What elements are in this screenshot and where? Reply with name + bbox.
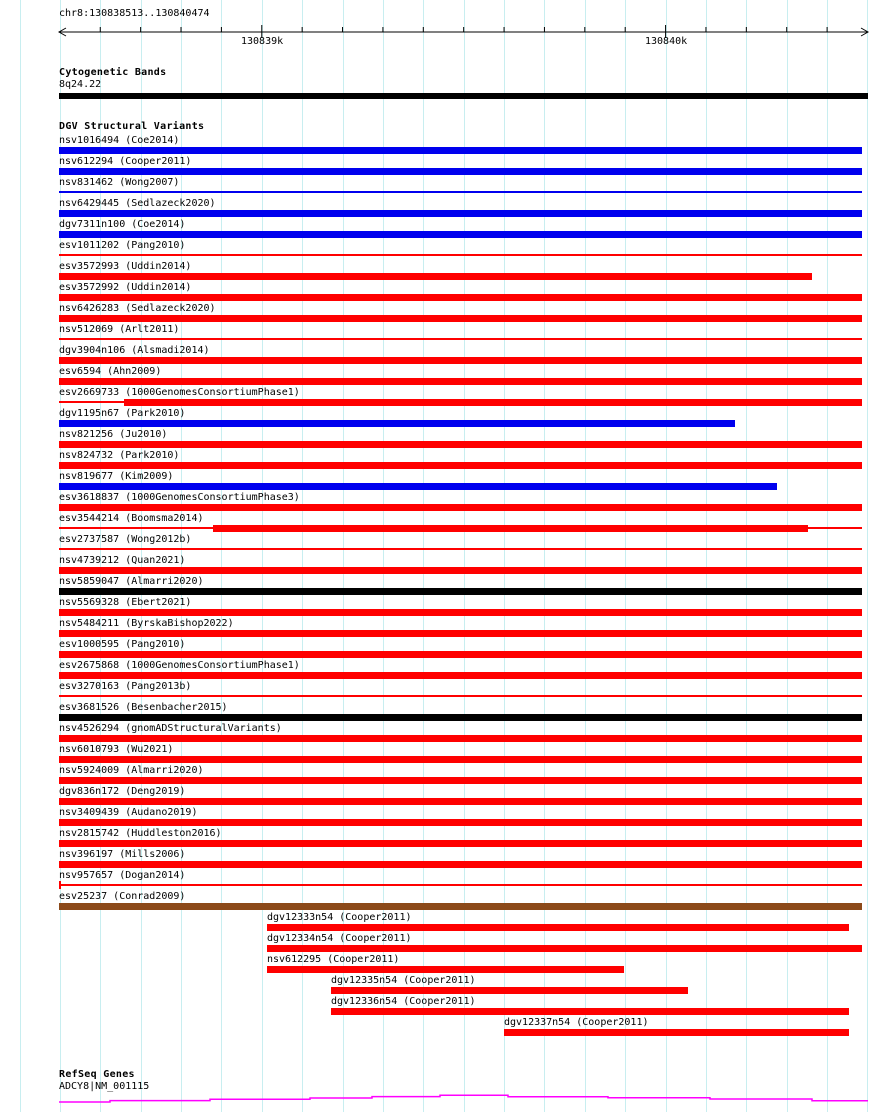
variant-label[interactable]: nsv1016494 (Coe2014) — [59, 135, 180, 146]
variant-label[interactable]: nsv4739212 (Quan2021) — [59, 555, 186, 566]
variant-label[interactable]: nsv2815742 (Huddleston2016) — [59, 828, 222, 839]
variant-label[interactable]: esv3544214 (Boomsma2014) — [59, 513, 204, 524]
variant-label[interactable]: esv3270163 (Pang2013b) — [59, 681, 192, 692]
variant-label[interactable]: esv1011202 (Pang2010) — [59, 240, 186, 251]
variant-label[interactable]: nsv824732 (Park2010) — [59, 450, 180, 461]
variant-label[interactable]: nsv821256 (Ju2010) — [59, 429, 168, 440]
variant-label[interactable]: nsv396197 (Mills2006) — [59, 849, 186, 860]
ruler-tick-label: 130839k — [241, 36, 284, 47]
ruler-tick-label: 130840k — [645, 36, 688, 47]
variant-label[interactable]: esv1000595 (Pang2010) — [59, 639, 186, 650]
variant-label[interactable]: esv2675868 (1000GenomesConsortiumPhase1) — [59, 660, 300, 671]
refseq-gene-label[interactable]: ADCY8|NM_001115 — [59, 1081, 150, 1092]
variant-label[interactable]: dgv12337n54 (Cooper2011) — [504, 1017, 649, 1028]
cytoband-label[interactable]: 8q24.22 — [59, 79, 102, 90]
variant-label[interactable]: nsv4526294 (gnomADStructuralVariants) — [59, 723, 282, 734]
section-title-refseq-genes: RefSeq Genes — [59, 1069, 135, 1080]
variant-label[interactable]: nsv5924009 (Almarri2020) — [59, 765, 204, 776]
section-title-dgv-structural-variants: DGV Structural Variants — [59, 121, 205, 132]
variant-label[interactable]: esv3681526 (Besenbacher2015) — [59, 702, 228, 713]
variant-label[interactable]: dgv1195n67 (Park2010) — [59, 408, 186, 419]
variant-label[interactable]: esv25237 (Conrad2009) — [59, 891, 186, 902]
variant-label[interactable]: dgv12334n54 (Cooper2011) — [267, 933, 412, 944]
variant-label[interactable]: esv2669733 (1000GenomesConsortiumPhase1) — [59, 387, 300, 398]
variant-label[interactable]: nsv819677 (Kim2009) — [59, 471, 174, 482]
variant-label[interactable]: esv2737587 (Wong2012b) — [59, 534, 192, 545]
variant-label[interactable]: dgv12336n54 (Cooper2011) — [331, 996, 476, 1007]
variant-label[interactable]: nsv512069 (Arlt2011) — [59, 324, 180, 335]
variant-label[interactable]: nsv3409439 (Audano2019) — [59, 807, 198, 818]
variant-label[interactable]: esv3618837 (1000GenomesConsortiumPhase3) — [59, 492, 300, 503]
position-label: chr8:130838513..130840474 — [59, 8, 210, 19]
variant-label[interactable]: dgv12335n54 (Cooper2011) — [331, 975, 476, 986]
variant-label[interactable]: esv3572993 (Uddin2014) — [59, 261, 192, 272]
variant-label[interactable]: esv6594 (Ahn2009) — [59, 366, 162, 377]
section-title-cytogenetic-bands: Cytogenetic Bands — [59, 67, 167, 78]
variant-label[interactable]: esv3572992 (Uddin2014) — [59, 282, 192, 293]
variant-label[interactable]: dgv12333n54 (Cooper2011) — [267, 912, 412, 923]
variant-label[interactable]: nsv612294 (Cooper2011) — [59, 156, 192, 167]
variant-label[interactable]: nsv612295 (Cooper2011) — [267, 954, 400, 965]
gene-intron-line[interactable] — [59, 1095, 868, 1102]
variant-label[interactable]: nsv5569328 (Ebert2021) — [59, 597, 192, 608]
variant-label[interactable]: nsv957657 (Dogan2014) — [59, 870, 186, 881]
variant-label[interactable]: nsv6010793 (Wu2021) — [59, 744, 174, 755]
variant-label[interactable]: nsv5484211 (ByrskaBishop2022) — [59, 618, 234, 629]
variant-label[interactable]: nsv5859047 (Almarri2020) — [59, 576, 204, 587]
variant-label[interactable]: nsv6426283 (Sedlazeck2020) — [59, 303, 216, 314]
variant-label[interactable]: nsv6429445 (Sedlazeck2020) — [59, 198, 216, 209]
variant-label[interactable]: dgv7311n100 (Coe2014) — [59, 219, 186, 230]
variant-label[interactable]: dgv3904n106 (Alsmadi2014) — [59, 345, 210, 356]
variant-label[interactable]: dgv836n172 (Deng2019) — [59, 786, 186, 797]
variant-label[interactable]: nsv831462 (Wong2007) — [59, 177, 180, 188]
